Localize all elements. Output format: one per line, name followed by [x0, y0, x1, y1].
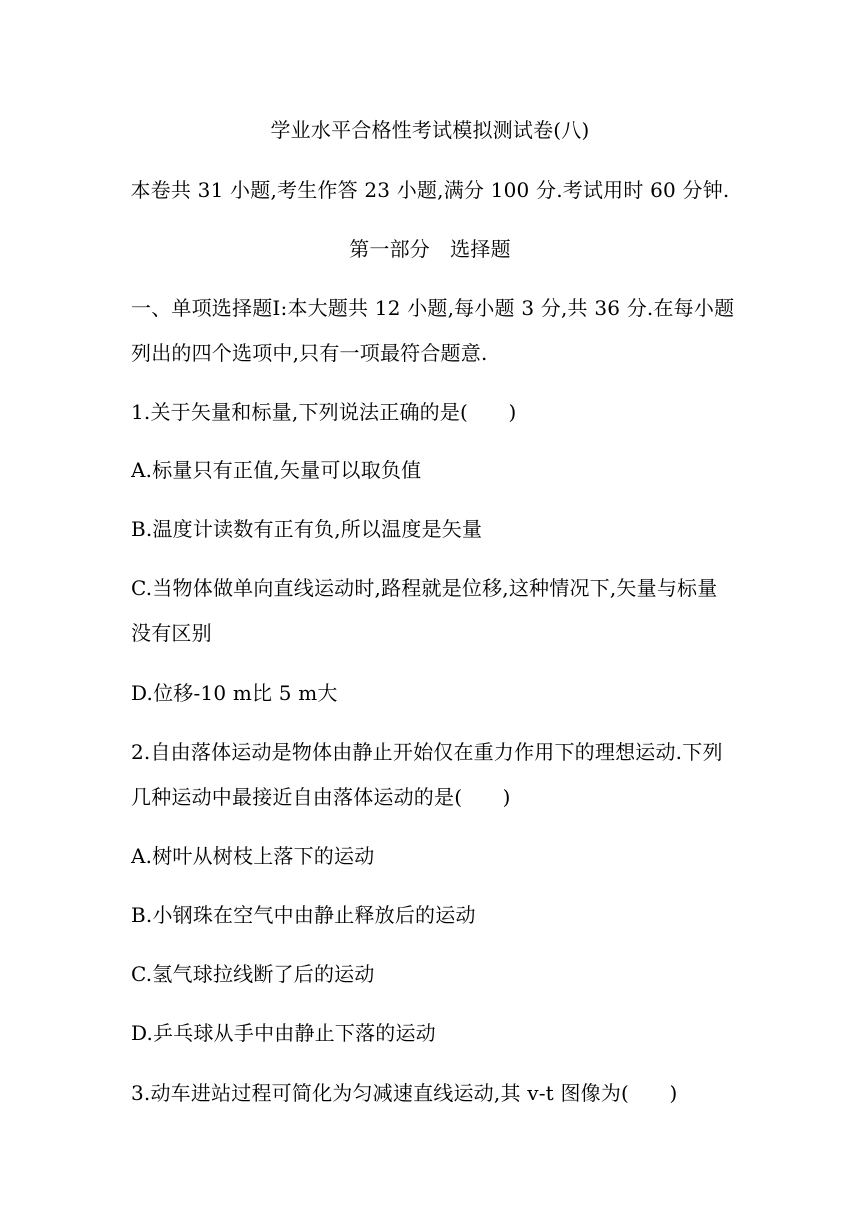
question-1-stem: 1.关于矢量和标量,下列说法正确的是( ) — [131, 400, 517, 424]
question-2-option-b: B.小钢珠在空气中由静止释放后的运动 — [131, 903, 476, 927]
question-2-option-c: C.氢气球拉线断了后的运动 — [131, 962, 375, 986]
section-heading-line-1: 一、单项选择题Ⅰ:本大题共 12 小题,每小题 3 分,共 36 分.在每小题 — [131, 296, 735, 320]
question-1-option-c-line-1: C.当物体做单向直线运动时,路程就是位移,这种情况下,矢量与标量 — [131, 576, 718, 600]
question-1-option-d: D.位移-10 m比 5 m大 — [131, 681, 338, 705]
question-1-option-c-line-2: 没有区别 — [131, 621, 212, 645]
question-3-stem: 3.动车进站过程可简化为匀减速直线运动,其 v-t 图像为( ) — [131, 1081, 678, 1105]
question-2-stem-line-2: 几种运动中最接近自由落体运动的是( ) — [131, 785, 511, 809]
section-heading-line-2: 列出的四个选项中,只有一项最符合题意. — [131, 341, 488, 365]
question-1-option-b: B.温度计读数有正有负,所以温度是矢量 — [131, 517, 483, 541]
question-2-option-a: A.树叶从树枝上落下的运动 — [131, 844, 375, 868]
question-2-option-d: D.乒乓球从手中由静止下落的运动 — [131, 1021, 436, 1045]
part-heading: 第一部分 选择题 — [349, 237, 511, 261]
exam-title: 学业水平合格性考试模拟测试卷(八) — [270, 118, 590, 142]
question-1-option-a: A.标量只有正值,矢量可以取负值 — [131, 458, 422, 482]
question-2-stem-line-1: 2.自由落体运动是物体由静止开始仅在重力作用下的理想运动.下列 — [131, 740, 723, 764]
exam-instructions: 本卷共 31 小题,考生作答 23 小题,满分 100 分.考试用时 60 分钟. — [130, 178, 730, 202]
